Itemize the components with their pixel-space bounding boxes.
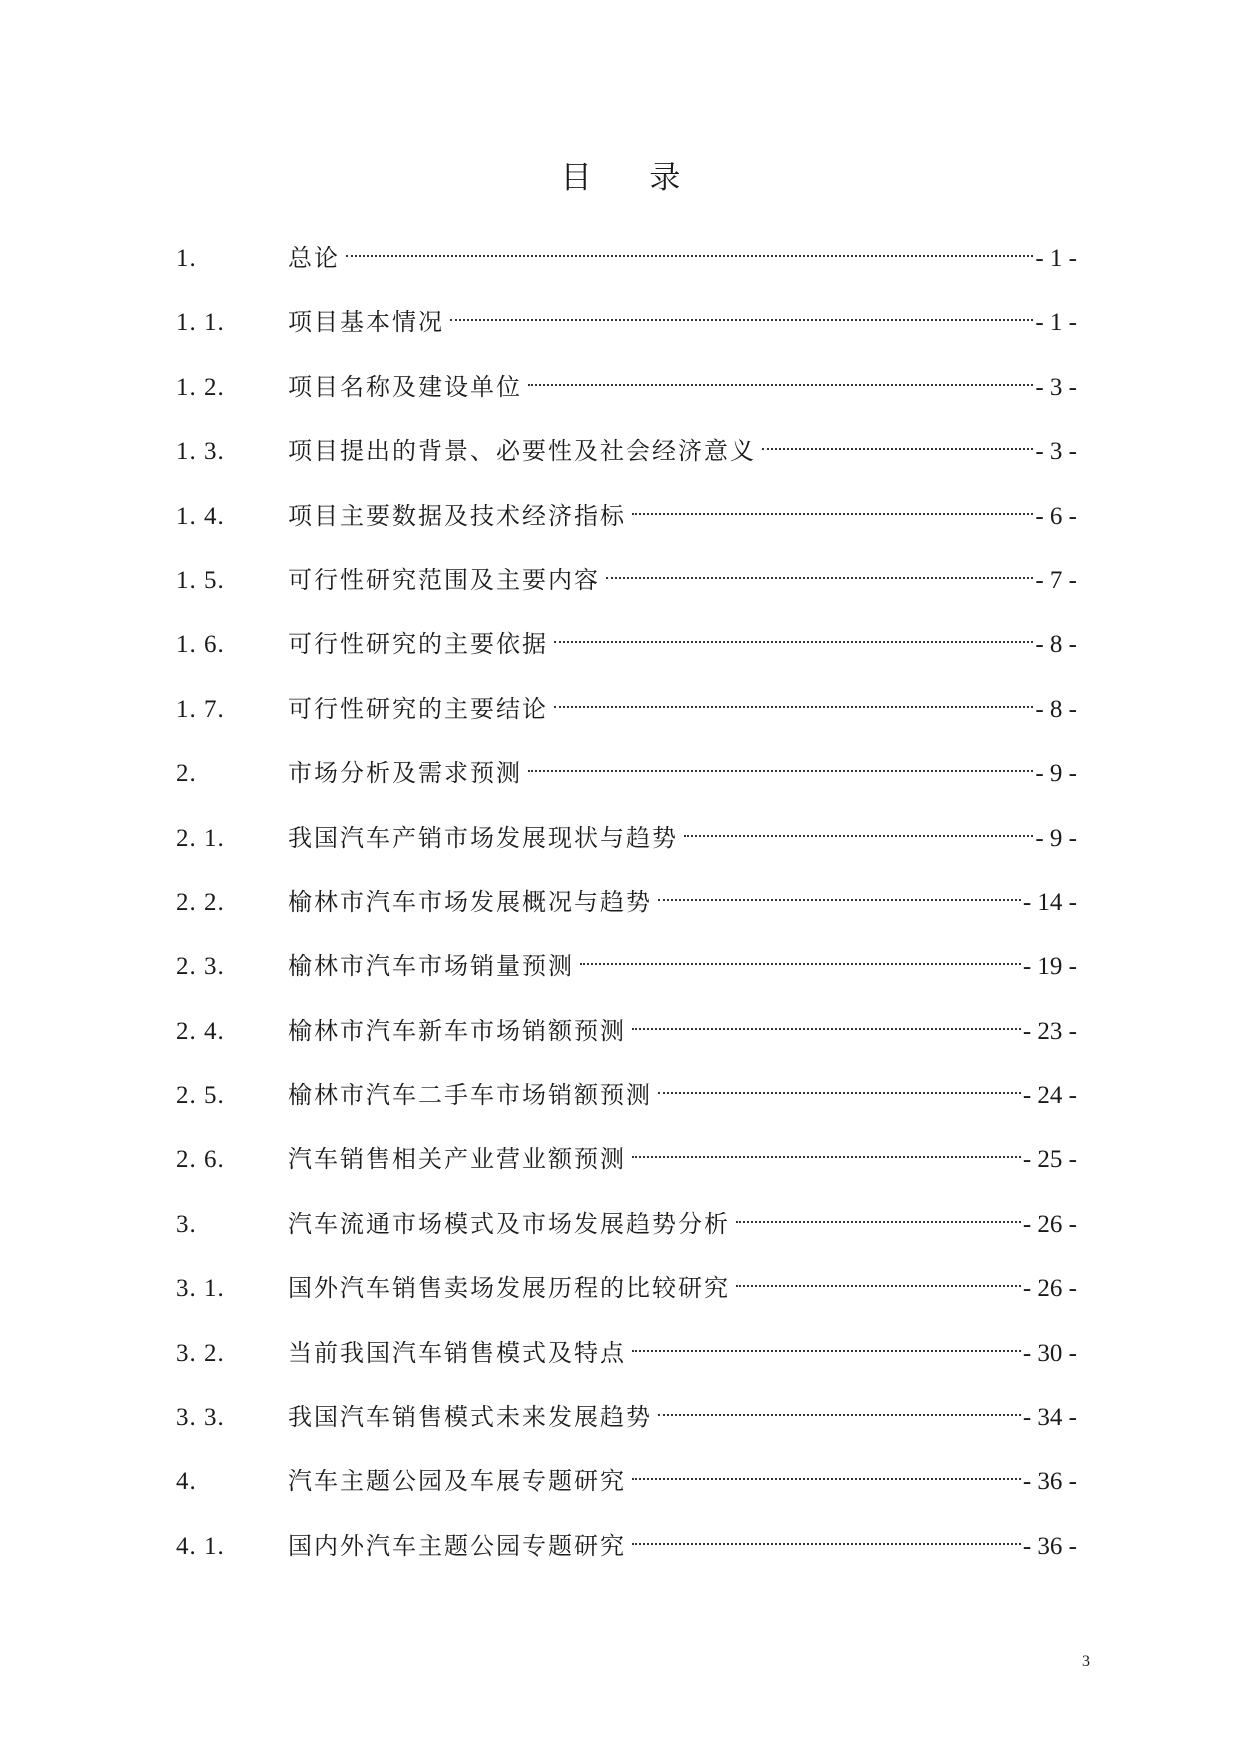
toc-entry[interactable]	[176, 355, 1077, 419]
toc-entry-page: - 3 -	[1035, 438, 1077, 466]
toc-entry-number: 3. 1.	[176, 1275, 225, 1303]
toc-entry-title: 汽车流通市场模式及市场发展趋势分析	[288, 1209, 730, 1238]
toc-entry[interactable]	[176, 806, 1077, 870]
toc-entry-number: 3.	[176, 1210, 197, 1238]
toc-entry-page: - 34 -	[1022, 1404, 1077, 1432]
toc-entry-page: - 3 -	[1035, 373, 1077, 401]
toc-entry[interactable]	[176, 1192, 1077, 1256]
toc-dot-leader	[632, 1321, 1021, 1361]
toc-dot-leader	[450, 290, 1033, 330]
toc-dot-leader	[632, 999, 1021, 1039]
toc-entry-number: 1. 5.	[176, 566, 225, 594]
toc-entry-page: - 24 -	[1022, 1082, 1077, 1110]
toc-entry-title: 汽车主题公园及车展专题研究	[288, 1467, 626, 1496]
toc-entry-title: 榆林市汽车新车市场销额预测	[288, 1016, 626, 1045]
toc-entry-number: 3. 2.	[176, 1339, 225, 1367]
toc-entry-title: 可行性研究范围及主要内容	[288, 565, 600, 594]
toc-entry[interactable]	[176, 226, 1077, 290]
toc-entry-title: 可行性研究的主要结论	[288, 694, 548, 723]
toc-entry-page: - 36 -	[1022, 1532, 1077, 1560]
toc-entry-title: 当前我国汽车销售模式及特点	[288, 1338, 626, 1367]
toc-dot-leader	[554, 677, 1033, 717]
toc-entry-number: 4.	[176, 1468, 197, 1496]
toc-entry-title: 市场分析及需求预测	[288, 759, 522, 788]
toc-entry[interactable]	[176, 1449, 1077, 1513]
toc-entry[interactable]	[176, 677, 1077, 741]
toc-dot-leader	[632, 1449, 1021, 1489]
toc-entry-page: - 36 -	[1022, 1468, 1077, 1496]
toc-dot-leader	[684, 806, 1033, 846]
toc-entry-title: 榆林市汽车市场销量预测	[288, 952, 574, 981]
toc-entry-title: 项目名称及建设单位	[288, 372, 522, 401]
toc-entry-number: 2.	[176, 760, 197, 788]
toc-entry-page: - 26 -	[1022, 1275, 1077, 1303]
toc-entry[interactable]	[176, 999, 1077, 1063]
toc-entry-number: 1. 1.	[176, 309, 225, 337]
toc-entry-number: 2. 6.	[176, 1146, 225, 1174]
toc-entry-number: 1. 7.	[176, 695, 225, 723]
toc-entry-number: 3. 3.	[176, 1404, 225, 1432]
toc-entry-page: - 14 -	[1022, 888, 1077, 916]
toc-title: 目 录	[560, 160, 705, 196]
toc-dot-leader	[658, 870, 1021, 910]
toc-entry-title: 可行性研究的主要依据	[288, 630, 548, 659]
toc-dot-leader	[736, 1256, 1021, 1296]
toc-dot-leader	[658, 1063, 1021, 1103]
toc-entry[interactable]	[176, 1321, 1077, 1385]
toc-entry-number: 2. 1.	[176, 824, 225, 852]
toc-entry[interactable]	[176, 1127, 1077, 1191]
toc-entry-number: 1. 2.	[176, 373, 225, 401]
toc-entry-title: 榆林市汽车市场发展概况与趋势	[288, 887, 652, 916]
toc-entry-page: - 9 -	[1035, 760, 1077, 788]
toc-entry[interactable]	[176, 1256, 1077, 1320]
toc-entry-number: 2. 5.	[176, 1082, 225, 1110]
toc-dot-leader	[580, 934, 1021, 974]
toc-entry-page: - 8 -	[1035, 695, 1077, 723]
toc-entry-title: 汽车销售相关产业营业额预测	[288, 1145, 626, 1174]
page-number: 3	[1082, 1653, 1090, 1670]
toc-entry-page: - 1 -	[1035, 309, 1077, 337]
toc-entry-number: 2. 2.	[176, 888, 225, 916]
toc-entry-page: - 19 -	[1022, 953, 1077, 981]
toc-dot-leader	[528, 741, 1033, 781]
toc-dot-leader	[346, 226, 1033, 266]
toc-dot-leader	[632, 484, 1033, 524]
toc-entry-title: 项目主要数据及技术经济指标	[288, 501, 626, 530]
toc-entry-number: 2. 4.	[176, 1017, 225, 1045]
toc-entry[interactable]	[176, 934, 1077, 998]
toc-entry[interactable]	[176, 290, 1077, 354]
toc-dot-leader	[736, 1192, 1021, 1232]
toc-dot-leader	[528, 355, 1033, 395]
toc-dot-leader	[632, 1127, 1021, 1167]
toc-dot-leader	[762, 419, 1033, 459]
toc-entry[interactable]	[176, 1063, 1077, 1127]
toc-entry-page: - 25 -	[1022, 1146, 1077, 1174]
toc-list	[176, 226, 1077, 1578]
toc-entry-number: 1.	[176, 245, 197, 272]
toc-entry[interactable]	[176, 1514, 1077, 1578]
toc-entry-number: 2. 3.	[176, 953, 225, 981]
toc-entry-number: 4. 1.	[176, 1532, 225, 1560]
toc-entry-title: 国内外汽车主题公园专题研究	[288, 1531, 626, 1560]
toc-entry[interactable]	[176, 548, 1077, 612]
toc-dot-leader	[658, 1385, 1021, 1425]
toc-dot-leader	[554, 612, 1033, 652]
toc-entry-title: 我国汽车销售模式未来发展趋势	[288, 1403, 652, 1432]
toc-entry-page: - 8 -	[1035, 631, 1077, 659]
toc-entry-page: - 1 -	[1035, 245, 1077, 272]
toc-entry-number: 1. 3.	[176, 438, 225, 466]
toc-entry-page: - 6 -	[1035, 502, 1077, 530]
toc-entry[interactable]	[176, 741, 1077, 805]
toc-entry-title: 我国汽车产销市场发展现状与趋势	[288, 823, 678, 852]
toc-entry[interactable]	[176, 419, 1077, 483]
toc-entry[interactable]	[176, 484, 1077, 548]
toc-entry-page: - 7 -	[1035, 566, 1077, 594]
toc-entry-title: 项目提出的背景、必要性及社会经济意义	[288, 437, 756, 466]
toc-entry-number: 1. 4.	[176, 502, 225, 530]
toc-entry-page: - 9 -	[1035, 824, 1077, 852]
toc-entry-page: - 23 -	[1022, 1017, 1077, 1045]
toc-entry[interactable]	[176, 870, 1077, 934]
toc-entry-title: 总论	[288, 244, 340, 272]
toc-entry-title: 项目基本情况	[288, 308, 444, 337]
toc-entry-title: 榆林市汽车二手车市场销额预测	[288, 1081, 652, 1110]
toc-entry-title: 国外汽车销售卖场发展历程的比较研究	[288, 1274, 730, 1303]
toc-entry-page: - 26 -	[1022, 1210, 1077, 1238]
toc-dot-leader	[606, 548, 1033, 588]
toc-entry-number: 1. 6.	[176, 631, 225, 659]
toc-entry-page: - 30 -	[1022, 1339, 1077, 1367]
toc-dot-leader	[632, 1514, 1021, 1554]
toc-entry[interactable]	[176, 1385, 1077, 1449]
toc-entry[interactable]	[176, 612, 1077, 676]
